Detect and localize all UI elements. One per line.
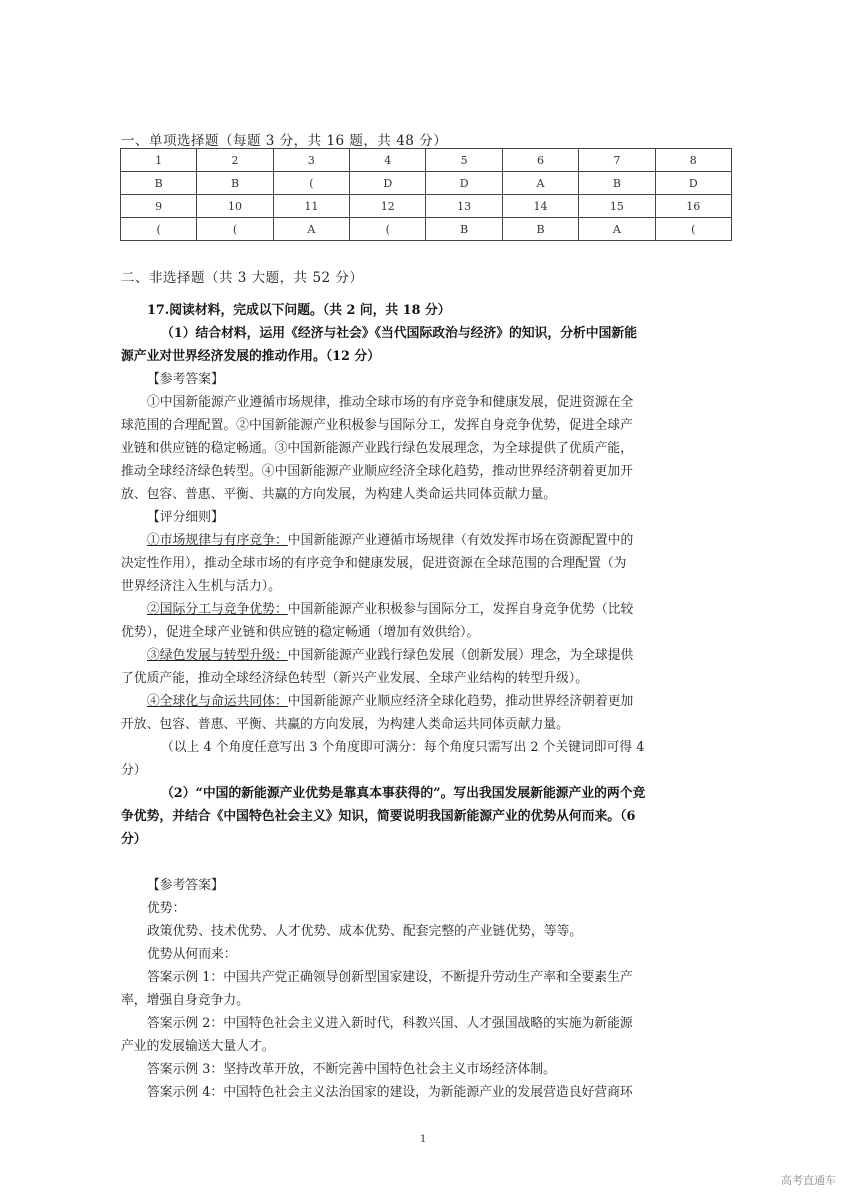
reference-answer-line: ①中国新能源产业遵循市场规律，推动全球市场的有序竞争和健康发展，促进资源在全 xyxy=(147,395,634,410)
rubric-item-key: ①市场规律与有序竞争： xyxy=(147,533,288,548)
q17-part1-question-line2: 源产业对世界经济发展的推动作用。（12 分） xyxy=(121,349,381,364)
reference-answer-line: 推动全球经济绿色转型。④中国新能源产业顺应经济全球化趋势，推动世界经济朝着更加开 xyxy=(121,464,633,479)
reference-answer-text xyxy=(121,391,726,506)
answer-table-cell: B xyxy=(502,218,578,241)
answer-table-cell: 10 xyxy=(197,195,273,218)
section2-title: 二、非选择题（共 3 大题，共 52 分） xyxy=(121,270,364,286)
answer-table-cell: 5 xyxy=(426,149,502,172)
answer-table-cell: ( xyxy=(197,218,273,241)
answer-table-cell: 14 xyxy=(502,195,578,218)
answer-table-cell: B xyxy=(426,218,502,241)
answer-table-cell: 6 xyxy=(502,149,578,172)
rubric-item xyxy=(121,644,726,667)
answer-table-cell: ( xyxy=(350,218,426,241)
answer-table-cell: 3 xyxy=(273,149,349,172)
rubric-item-continuation: 优势），促进全球产业链和供应链的稳定畅通（增加有效供给）。 xyxy=(121,625,480,640)
q17-part2-question-line1: （2）“中国的新能源产业优势是靠真本事获得的”。写出我国发展新能源产业的两个竞 xyxy=(161,786,646,801)
rubric-list xyxy=(121,529,726,736)
page-number: 1 xyxy=(420,1134,427,1145)
rubric-item-continuation: 开放、包容、普惠、平衡、共赢的方向发展，为构建人类命运共同体贡献力量。 xyxy=(121,717,569,732)
answer-table-cell: 16 xyxy=(655,195,731,218)
rubric-item-continuation: 决定性作用），推动全球市场的有序竞争和健康发展，促进资源在全球范围的合理配置（为 xyxy=(121,556,627,571)
advantage-text: 政策优势、技术优势、人才优势、成本优势、配套完整的产业链优势，等等。 xyxy=(147,924,583,939)
answer-table-cell: A xyxy=(502,172,578,195)
answer-table-row xyxy=(121,172,732,195)
rubric-item xyxy=(121,598,726,621)
answer-table-cell: 15 xyxy=(579,195,655,218)
q17-part2-question-line2: 争优势，并结合《中国特色社会主义》知识，简要说明我国新能源产业的优势从何而来。（6 xyxy=(121,809,636,824)
answer-table-cell: D xyxy=(350,172,426,195)
part2-reference-label: 【参考答案】 xyxy=(147,878,224,893)
answer-table-row xyxy=(121,195,732,218)
rubric-item-text: 中国新能源产业遵循市场规律（有效发挥市场在资源配置中的 xyxy=(287,533,634,548)
answer-table-cell: 8 xyxy=(655,149,731,172)
answer-table xyxy=(120,148,732,241)
rubric-item-text: 中国新能源产业践行绿色发展（创新发展）理念，为全球提供 xyxy=(287,648,634,663)
answer-table-cell: B xyxy=(121,172,197,195)
answer-table-row xyxy=(121,149,732,172)
q17-part1-question-line1: （1）结合材料，运用《经济与社会》《当代国际政治与经济》的知识，分析中国新能 xyxy=(161,326,637,341)
answer-table-cell: ( xyxy=(655,218,731,241)
answer-table-cell: 12 xyxy=(350,195,426,218)
origin-label: 优势从何而来： xyxy=(147,947,237,962)
answer-table-cell: ( xyxy=(273,172,349,195)
reference-answer-line: 放、包容、普惠、平衡、共赢的方向发展，为构建人类命运共同体贡献力量。 xyxy=(121,487,557,502)
scoring-note-line2: 分） xyxy=(121,763,147,778)
answer-table-cell: 9 xyxy=(121,195,197,218)
watermark: 高考直通车 xyxy=(781,1174,836,1187)
answer-table-cell: 13 xyxy=(426,195,502,218)
answer-table-cell: 4 xyxy=(350,149,426,172)
rubric-item xyxy=(121,529,726,552)
answer-table-cell: ( xyxy=(121,218,197,241)
question-17 xyxy=(121,299,726,1104)
answer-table-cell: 1 xyxy=(121,149,197,172)
answer-table-cell: B xyxy=(197,172,273,195)
rubric-item-continuation: 世界经济注入生机与活力）。 xyxy=(121,579,281,594)
answer-table-cell: A xyxy=(273,218,349,241)
q17-part2-question-line3: 分） xyxy=(121,832,147,847)
example2-line2: 产业的发展输送大量人才。 xyxy=(121,1039,275,1054)
scoring-note-line1: （以上 4 个角度任意写出 3 个角度即可满分：每个角度只需写出 2 个关键词即可得 4 xyxy=(161,740,645,755)
example2-line1: 答案示例 2：中国特色社会主义进入新时代，科教兴国、人才强国战略的实施为新能源 xyxy=(147,1016,633,1031)
example1-line1: 答案示例 1：中国共产党正确领导创新型国家建设，不断提升劳动生产率和全要素生产 xyxy=(147,970,633,985)
example4-line1: 答案示例 4：中国特色社会主义法治国家的建设，为新能源产业的发展营造良好营商环 xyxy=(147,1085,633,1100)
answer-table-cell: B xyxy=(579,172,655,195)
section1-title: 一、单项选择题（每题 3 分，共 16 题，共 48 分） xyxy=(121,133,448,149)
answer-table-cell: 2 xyxy=(197,149,273,172)
answer-table-cell: 7 xyxy=(579,149,655,172)
rubric-item xyxy=(121,690,726,713)
q17-title: 17.阅读材料，完成以下问题。（共 2 问，共 18 分） xyxy=(147,303,451,318)
answer-table-row xyxy=(121,218,732,241)
reference-answer-label: 【参考答案】 xyxy=(147,372,224,387)
rubric-item-key: ②国际分工与竞争优势： xyxy=(147,602,288,617)
reference-answer-line: 业链和供应链的稳定畅通。③中国新能源产业践行绿色发展理念，为全球提供了优质产能， xyxy=(121,441,633,456)
rubric-item-key: ④全球化与命运共同体： xyxy=(147,694,288,709)
answer-table-cell: D xyxy=(655,172,731,195)
rubric-item-key: ③绿色发展与转型升级： xyxy=(147,648,288,663)
rubric-item-text: 中国新能源产业顺应经济全球化趋势，推动世界经济朝着更加 xyxy=(287,694,634,709)
advantage-label: 优势： xyxy=(147,901,186,916)
answer-table-cell: A xyxy=(579,218,655,241)
answer-table-cell: 11 xyxy=(273,195,349,218)
reference-answer-line: 球范围的合理配置。②中国新能源产业积极参与国际分工，发挥自身竞争优势，促进全球产 xyxy=(121,418,633,433)
example3-line1: 答案示例 3：坚持改革开放，不断完善中国特色社会主义市场经济体制。 xyxy=(147,1062,556,1077)
rubric-item-text: 中国新能源产业积极参与国际分工，发挥自身竞争优势（比较 xyxy=(287,602,634,617)
answer-table-cell: D xyxy=(426,172,502,195)
example1-line2: 率，增强自身竞争力。 xyxy=(121,993,249,1008)
rubric-label: 【评分细则】 xyxy=(147,510,224,525)
rubric-item-continuation: 了优质产能，推动全球经济绿色转型（新兴产业发展、全球产业结构的转型升级）。 xyxy=(121,671,589,686)
